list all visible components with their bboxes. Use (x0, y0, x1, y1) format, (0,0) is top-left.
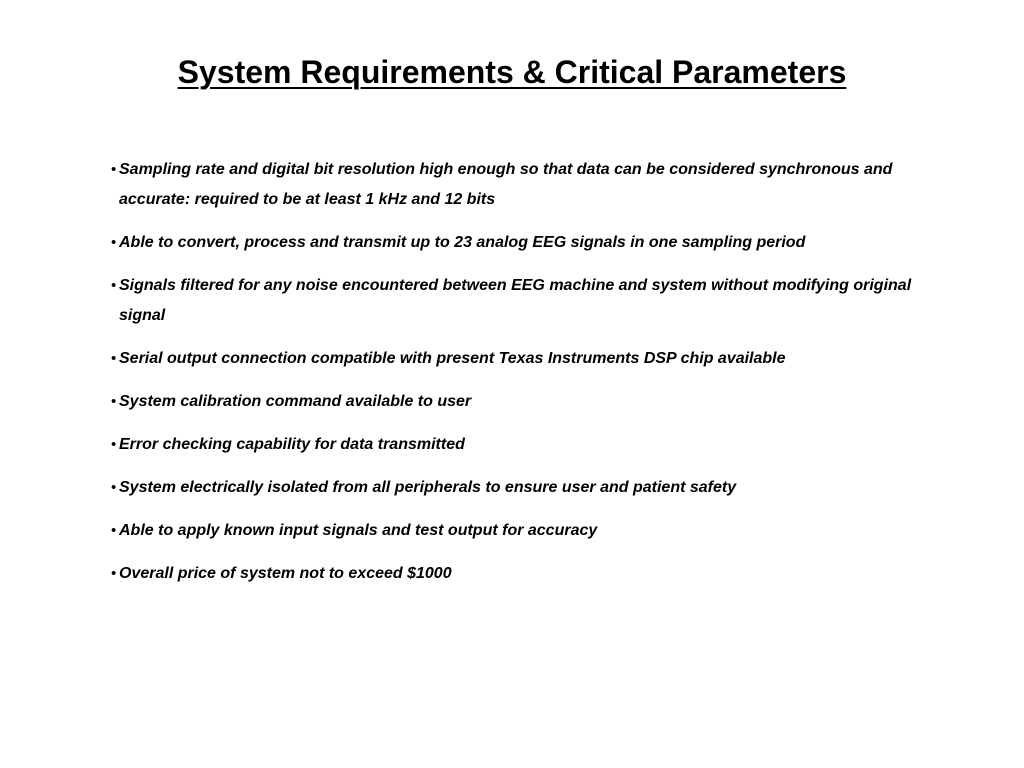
bullet-icon: • (111, 436, 117, 453)
bullet-list (111, 155, 961, 602)
bullet-icon: • (111, 479, 117, 496)
bullet-item (111, 559, 961, 589)
bullet-text: Signals filtered for any noise encountered between EEG machine and system without modifying original signal (119, 277, 912, 324)
bullet-text: Serial output connection compatible with present Texas Instruments DSP chip available (119, 350, 786, 367)
bullet-item (111, 516, 961, 546)
bullet-item (111, 344, 961, 374)
bullet-icon: • (111, 277, 117, 294)
bullet-item (111, 430, 961, 460)
bullet-item (111, 387, 961, 417)
bullet-text: Sampling rate and digital bit resolution high enough so that data can be considered synchronous and accurate: required to be at least 1 kHz and 12 bits (119, 161, 893, 208)
bullet-icon: • (111, 565, 117, 582)
slide-title: System Requirements & Critical Parameters (177, 54, 847, 90)
bullet-text: System electrically isolated from all peripherals to ensure user and patient safety (119, 479, 737, 496)
bullet-item (111, 155, 961, 215)
bullet-text: Able to apply known input signals and test output for accuracy (119, 522, 598, 539)
bullet-item (111, 473, 961, 503)
bullet-text: Overall price of system not to exceed $1000 (119, 565, 452, 582)
bullet-item (111, 228, 961, 258)
bullet-item (111, 271, 961, 331)
bullet-icon: • (111, 350, 117, 367)
bullet-icon: • (111, 234, 117, 251)
bullet-icon: • (111, 522, 117, 539)
bullet-text: Able to convert, process and transmit up to 23 analog EEG signals in one sampling period (119, 234, 806, 251)
bullet-icon: • (111, 161, 117, 178)
bullet-text: System calibration command available to user (119, 393, 472, 410)
bullet-icon: • (111, 393, 117, 410)
bullet-text: Error checking capability for data transmitted (119, 436, 465, 453)
